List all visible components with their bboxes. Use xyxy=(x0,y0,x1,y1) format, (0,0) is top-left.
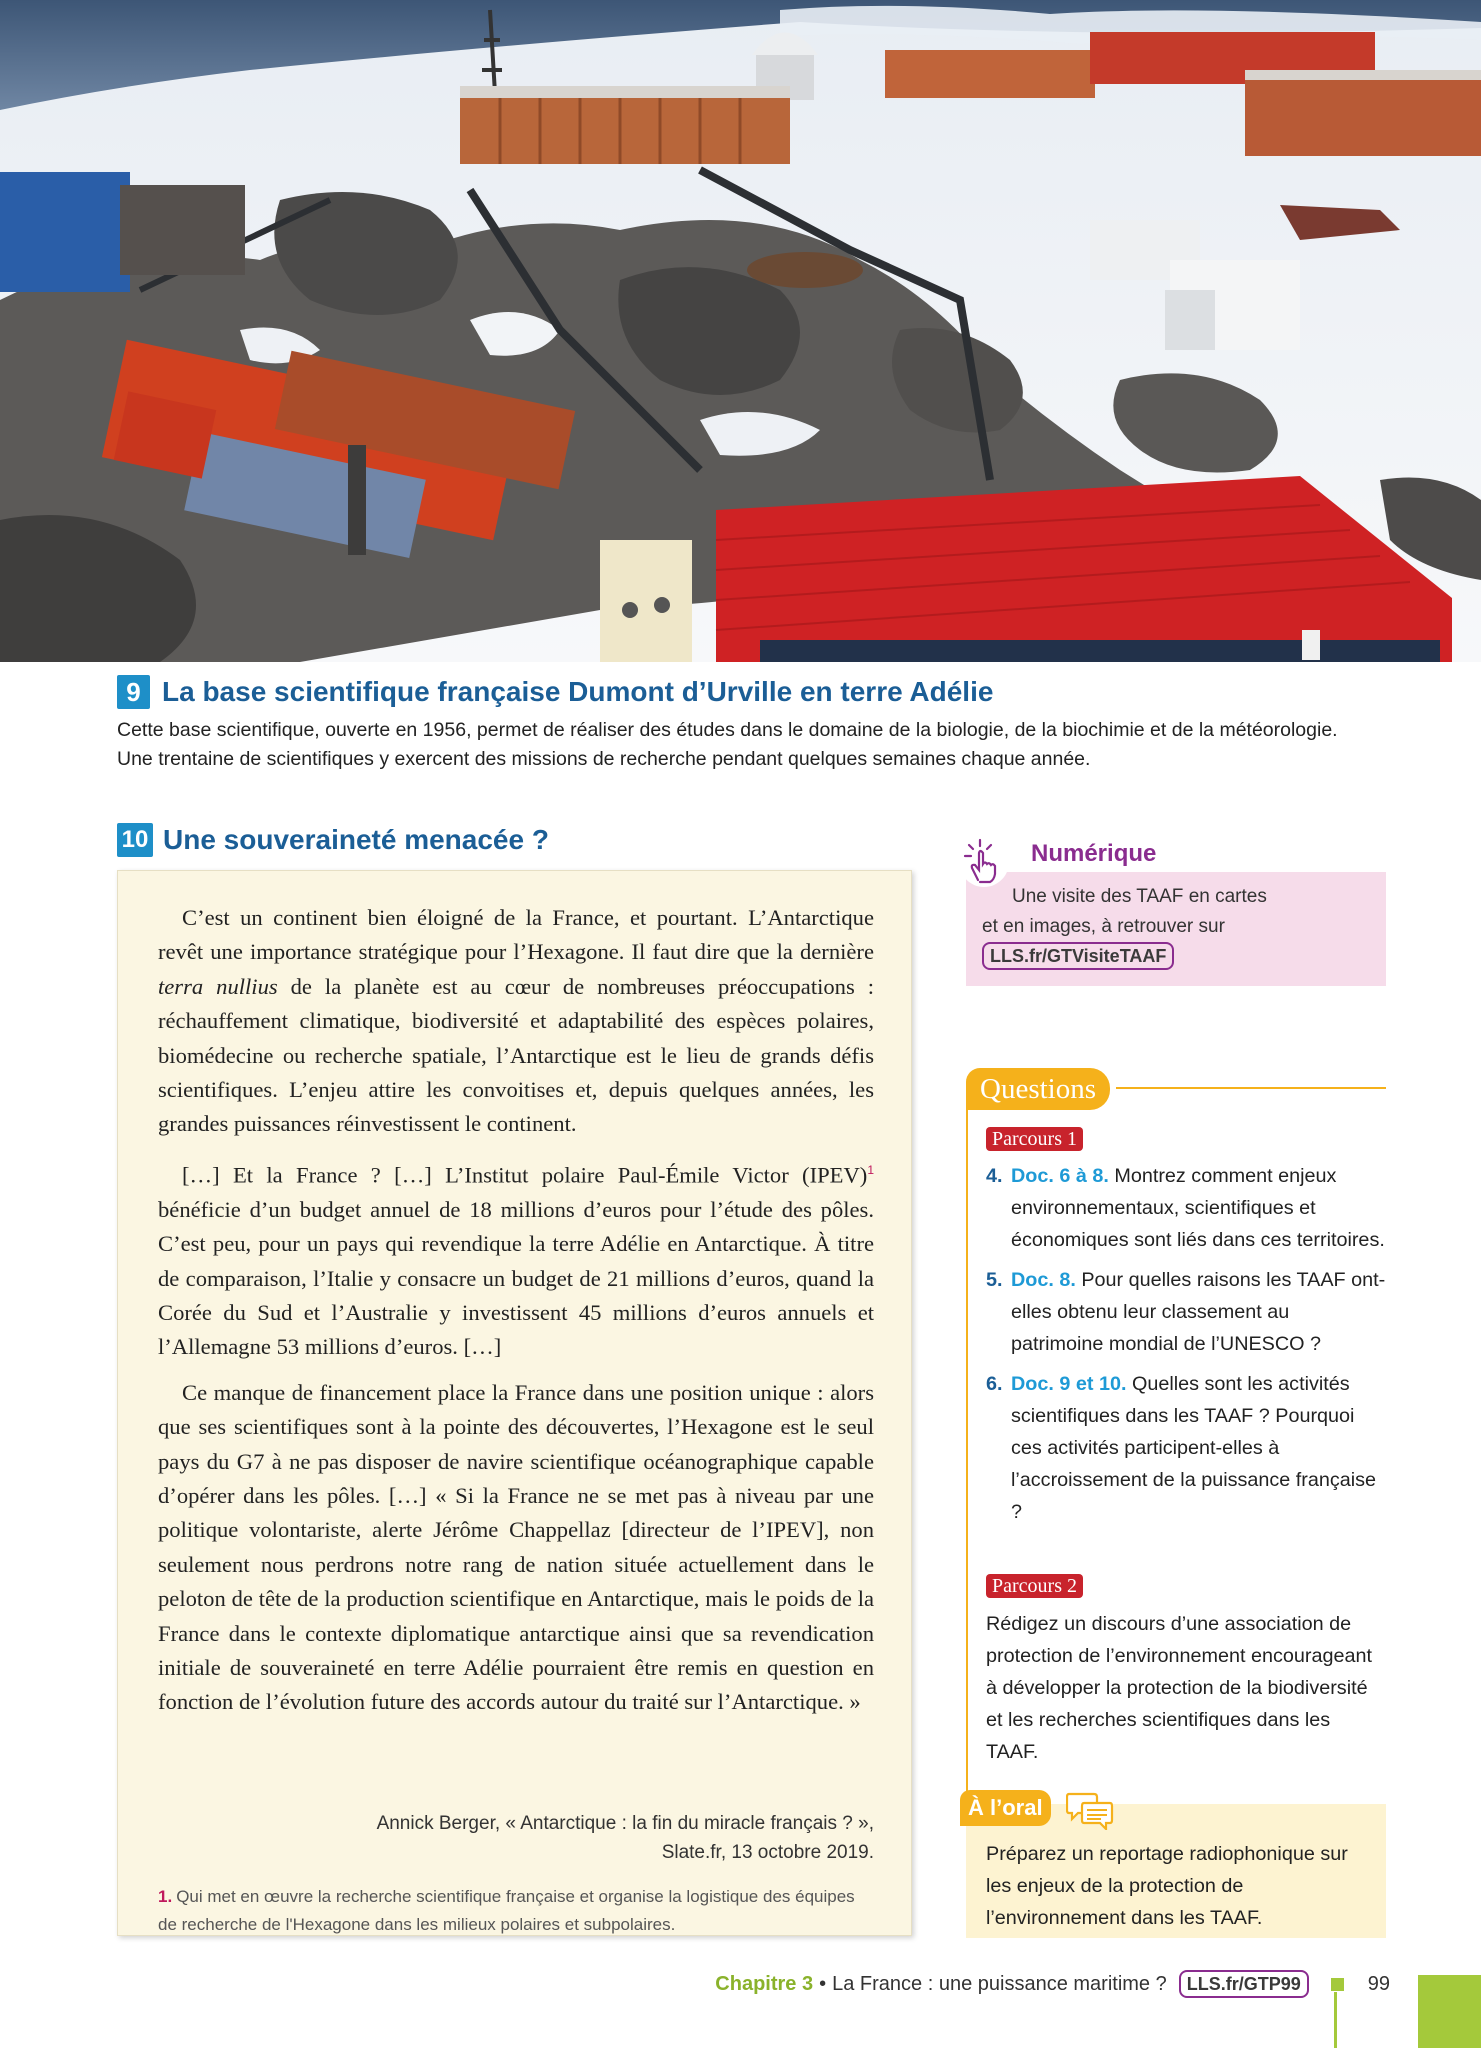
speech-bubbles-icon xyxy=(1066,1790,1114,1830)
article-paragraph-1: C’est un continent bien éloigné de la France, et pourtant. L’Antarctique revêt une importance stratégique pour l’Hexagone. Il faut dire que la dernière terra nullius de la planète est au cœur de nombreuses préoccupations : réchauffement climatique, biodiversité et adaptabilité des espèces polaires, biomédecine ou recherche spatiale, l’Antarctique est le lieu de grands défis scientifiques. L’enjeu attire les convoitises et, depuis quelques années, les grandes puissances réinvestissent le continent. xyxy=(158,905,874,1137)
footer-chapter: Chapitre 3 xyxy=(715,1972,814,1995)
page-corner-tab xyxy=(1418,1975,1481,2048)
numerique-line-2: et en images, à retrouver sur xyxy=(982,916,1225,937)
footer-chapter-title: La France : une puissance maritime ? xyxy=(832,1972,1167,1995)
parcours-1-badge: Parcours 1 xyxy=(986,1127,1083,1151)
oral-title: À l’oral xyxy=(960,1790,1051,1826)
oral-box xyxy=(966,1790,1386,1938)
article-paragraph-3: Ce manque de financement place la France dans une position unique : alors que ses scientifiques sont à la pointe des découvertes, l’Hexagone est le seul pays du G7 à ne pas disposer de navire scientifique océanographique capable d’opérer dans les pôles. […] « Si la France ne se met pas à niveau par une politique volontariste, alerte Jérôme Chappellaz [directeur de l’IPEV], non seulement nous perdrons notre rang de nation située actuellement dans le peloton de tête de la production scientifique en Antarctique, mais le poids de la France dans le contexte diplomatique antarctique ainsi que sa revendication initiale de souveraineté en terre Adélie pourraient être remis en question en fonction de l’évolution future des accords autour du traité sur l’Antarctique. » xyxy=(158,1379,874,1715)
question-4: 4. Doc. 6 à 8. Montrez comment enjeux environnementaux, scientifiques et économiques sont liés dans ces territoires. xyxy=(986,1165,1385,1251)
numerique-title: Numérique xyxy=(1031,840,1157,867)
doc10-number: 10 xyxy=(117,823,153,857)
questions-side-line xyxy=(966,1110,968,1842)
questions-title: Questions xyxy=(966,1068,1110,1110)
numerique-link[interactable]: LLS.fr/GTVisiteTAAF xyxy=(982,942,1174,970)
questions-rule xyxy=(1116,1087,1386,1089)
questions-box xyxy=(966,1068,1386,1938)
parcours-2-text: Rédigez un discours d’une association de protection de l’environnement encourageant à développer la protection de la biodiversité et les recherches scientifiques dans les TAAF. xyxy=(986,1613,1372,1763)
footer-stem xyxy=(1334,1992,1337,2048)
article-paragraph-2: […] Et la France ? […] L’Institut polaire Paul-Émile Victor (IPEV)$^1$ bénéficie d’un budget annuel de 18 millions d’euros pour l’étude des pôles. C’est peu, pour un pays qui revendique la terre Adélie en Antarctique. À titre de comparaison, l’Italie y consacre un budget de 21 millions d’euros, quand la Corée du Sud et l’Australie y investissent 45 millions d’euros annuels et l’Allemagne 53 millions d’euros. […] xyxy=(158,1162,874,1360)
doc9-caption: Cette base scientifique, ouverte en 1956, permet de réaliser des études dans le domaine de la biologie, de la biochimie et de la météorologie. Une trentaine de scientifiques y exercent des missions de recherche pendant quelques semaines chaque année. xyxy=(117,719,1338,770)
footer-separator: • xyxy=(819,1972,827,1995)
article-source: Annick Berger, « Antarctique : la fin du miracle français ? », Slate.fr, 13 octobre 2019. xyxy=(376,1813,874,1863)
hand-pointer-icon xyxy=(958,836,1010,888)
terra-nullius-italic: terra nullius xyxy=(158,973,278,999)
footnote-number: 1. xyxy=(158,1887,173,1906)
doc9-number: 9 xyxy=(117,675,150,709)
questions-list xyxy=(986,1160,1386,1536)
question-6: 6. Doc. 9 et 10. Quelles sont les activités scientifiques dans les TAAF ? Pourquoi ces activités participent-elles à l’accroissement de la puissance française ? xyxy=(986,1373,1377,1523)
question-5-ref: Doc. 8. xyxy=(1011,1269,1076,1291)
question-4-ref: Doc. 6 à 8. xyxy=(1011,1165,1109,1187)
doc10-header xyxy=(117,822,549,858)
oral-text: Préparez un reportage radiophonique sur les enjeux de la protection de l’environnement dans les TAAF. xyxy=(986,1843,1348,1929)
doc10-title: Une souveraineté menacée ? xyxy=(163,824,549,855)
question-5: 5. Doc. 8. Pour quelles raisons les TAAF ont-elles obtenu leur classement au patrimoine mondial de l’UNESCO ? xyxy=(986,1269,1386,1355)
numerique-box xyxy=(958,836,1386,986)
footnote xyxy=(158,1883,874,1939)
article-text xyxy=(158,901,874,1731)
numerique-panel xyxy=(966,872,1386,986)
doc9-title: La base scientifique française Dumont d’Urville en terre Adélie xyxy=(162,676,994,707)
numerique-line-1: Une visite des TAAF en cartes xyxy=(1012,886,1267,907)
footer-mark xyxy=(1331,1978,1344,1991)
antarctic-base-photo xyxy=(0,0,1481,662)
page-number: 99 xyxy=(1367,1972,1390,1995)
question-6-ref: Doc. 9 et 10. xyxy=(1011,1373,1127,1395)
parcours-2-badge: Parcours 2 xyxy=(986,1574,1083,1598)
footnote-ref: 1 xyxy=(867,1162,874,1177)
article-box xyxy=(117,870,912,1936)
footer-link[interactable]: LLS.fr/GTP99 xyxy=(1179,1970,1309,1998)
footnote-text: Qui met en œuvre la recherche scientifique française et organise la logistique des équipes de recherche de l'Hexagone dans les milieux polaires et subpolaires. xyxy=(158,1887,855,1934)
page-footer xyxy=(600,1966,1390,2002)
doc9-header xyxy=(117,674,993,710)
